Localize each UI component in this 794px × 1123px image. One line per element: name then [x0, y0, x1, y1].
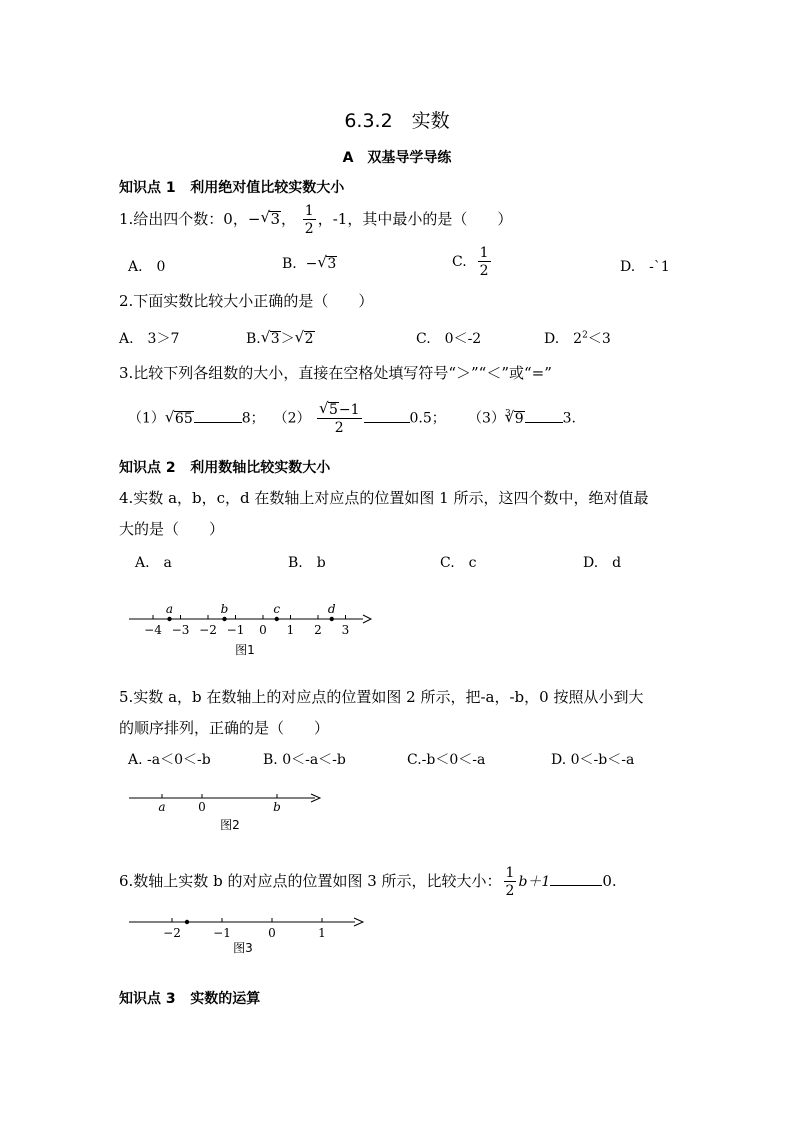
- question-1-stem: [119, 204, 512, 236]
- denominator: 2: [334, 420, 344, 436]
- tick-label: −1: [213, 926, 231, 940]
- tick-label: 0: [259, 623, 267, 637]
- part-tail: 3.: [562, 410, 576, 427]
- page-title: 6.3.2 实数: [344, 110, 450, 132]
- q5-option-b: B. 0＜-a＜-b: [263, 752, 346, 768]
- stem-text: 6.数轴上实数 b 的对应点的位置如图 3 所示，比较大小：: [119, 872, 502, 890]
- number-line-figure-3: [125, 910, 370, 960]
- tick-label: −1: [226, 623, 245, 637]
- option-text: D. 2: [544, 331, 583, 347]
- point-c-dot: [275, 617, 279, 621]
- numerator: 1: [505, 865, 515, 881]
- part-tail: 8；: [241, 410, 265, 427]
- radicand: 2: [304, 331, 314, 347]
- figure-caption: 图2: [220, 818, 240, 832]
- tick-label: −3: [171, 623, 190, 637]
- answer-blank[interactable]: [525, 410, 563, 423]
- option-label: B.: [246, 331, 261, 347]
- minus-sign: −: [247, 210, 261, 228]
- numerator: [317, 402, 362, 419]
- minus-sign: −: [305, 256, 318, 272]
- figure-caption: 图1: [235, 643, 255, 657]
- sqrt-expr: [260, 211, 281, 227]
- point-label-b: b: [220, 602, 229, 616]
- part-label: （3）: [468, 410, 505, 427]
- section-heading-3: [119, 988, 260, 1008]
- point-label-b: b: [273, 800, 281, 814]
- number-line-figure-1: [125, 593, 375, 661]
- point-b-dot: [222, 617, 226, 621]
- q1-option-a: A. 0: [128, 259, 166, 275]
- q1-option-d: D. -`1: [620, 259, 670, 275]
- cbrt-expr: [504, 408, 525, 427]
- q4-option-d: D. d: [583, 555, 622, 571]
- point-label-a: a: [165, 602, 174, 616]
- sqrt-expr: [317, 256, 337, 271]
- section-label: 知识点 3: [119, 991, 176, 1007]
- root-index: 3: [504, 408, 511, 419]
- question-4-line-2: 大的是（ ）: [119, 520, 225, 538]
- option-label: C.: [452, 254, 467, 270]
- point-d-dot: [330, 617, 334, 621]
- numerator-tail: −1: [338, 402, 360, 418]
- numerator: 1: [479, 245, 489, 261]
- arrow-icon: [354, 918, 363, 926]
- point-label-d: d: [327, 602, 336, 616]
- part-tail: 0.5；: [409, 410, 446, 427]
- radicand: 3: [327, 256, 337, 272]
- q3-parts: [128, 402, 576, 435]
- section-label: 知识点 2: [119, 460, 176, 476]
- stem-end: 0.: [602, 872, 617, 890]
- tick-label: −2: [199, 623, 217, 637]
- section-label: 知识点 1: [119, 180, 176, 196]
- q5-option-a: A. -a＜0＜-b: [128, 752, 211, 768]
- q4-option-b: B. b: [288, 555, 326, 571]
- gt-sign: ＞: [280, 331, 295, 347]
- tick-label: 1: [318, 926, 326, 940]
- tick-label: 3: [341, 623, 350, 637]
- question-5-line-2: 的顺序排列，正确的是（ ）: [119, 719, 330, 737]
- section-text: 实数的运算: [190, 991, 261, 1007]
- option-label: B.: [282, 256, 297, 272]
- q4-option-a: A. a: [135, 555, 172, 571]
- section-text: 利用数轴比较实数大小: [190, 460, 331, 476]
- question-4-line-1: 4.实数 a，b，c，d 在数轴上对应点的位置如图 1 所示，这四个数中，绝对值最: [119, 489, 649, 507]
- point-label-c: c: [273, 602, 281, 616]
- fraction-expr: [317, 402, 362, 435]
- figure-caption: 图3: [233, 941, 253, 955]
- question-5-line-1: 5.实数 a，b 在数轴上的对应点的位置如图 2 所示，把-a，-b，0 按照从小到大: [119, 688, 644, 706]
- radicand: 3: [270, 331, 280, 347]
- fraction-half: [303, 204, 316, 236]
- question-3-stem: 3.比较下列各组数的大小，直接在空格处填写符号“＞”“＜”或“=”: [119, 364, 552, 382]
- q5-option-d: D. 0＜-b＜-a: [551, 752, 635, 768]
- answer-blank[interactable]: [550, 873, 602, 886]
- radicand: 3: [270, 210, 280, 228]
- radicand: 5: [328, 402, 338, 418]
- part-label: （2）: [273, 410, 311, 427]
- q1-option-c: [452, 246, 493, 278]
- denominator: 2: [505, 883, 515, 899]
- sqrt-expr: [319, 402, 339, 417]
- q2-option-d: [544, 328, 611, 348]
- tick-label-0: 0: [198, 800, 206, 814]
- exponent: 2: [582, 330, 588, 341]
- section-heading-1: [119, 177, 344, 197]
- question-2-stem: 2.下面实数比较大小正确的是（ ）: [119, 292, 374, 310]
- denominator: 2: [479, 263, 489, 279]
- part-label: （1）: [128, 410, 165, 427]
- fraction-half: [504, 866, 517, 898]
- q5-option-c: C.-b＜0＜-a: [407, 752, 486, 768]
- option-text: ＜3: [587, 331, 611, 347]
- tick-label: −2: [163, 926, 181, 940]
- sqrt-expr: [295, 331, 315, 346]
- point-a-dot: [167, 617, 171, 621]
- denominator: 2: [304, 221, 314, 237]
- answer-blank[interactable]: [364, 410, 410, 423]
- numerator: 1: [304, 203, 314, 219]
- answer-blank[interactable]: [194, 410, 242, 423]
- section-heading-2: [119, 457, 330, 477]
- point-b-dot: [185, 920, 189, 924]
- radicand: 9: [514, 410, 524, 427]
- tick-label: 1: [286, 623, 295, 637]
- sqrt-expr: [165, 411, 194, 426]
- tick-label: 0: [268, 926, 276, 940]
- stem-text: ，-1，其中最小的是（ ）: [317, 210, 513, 228]
- fraction-half: [478, 246, 491, 278]
- point-label-a: a: [158, 800, 166, 814]
- radicand: 65: [174, 410, 193, 427]
- q2-option-b: [246, 328, 315, 348]
- arrow-icon: [363, 615, 371, 623]
- separator: ，: [280, 210, 296, 228]
- q2-option-c: C. 0＜-2: [416, 331, 482, 347]
- section-subtitle: A 双基导学导练: [342, 150, 452, 166]
- q2-option-a: A. 3＞7: [119, 331, 180, 347]
- question-6-stem: [119, 866, 617, 898]
- tick-label: −4: [144, 623, 162, 637]
- stem-text: 1.给出四个数：0，: [119, 210, 248, 228]
- sqrt-expr: [261, 331, 281, 346]
- q1-option-b: [282, 256, 337, 272]
- q4-option-c: C. c: [440, 555, 477, 571]
- number-line-figure-2: [125, 784, 330, 836]
- expression-tail: b＋1: [518, 874, 551, 890]
- section-text: 利用绝对值比较实数大小: [190, 180, 345, 196]
- tick-label: 2: [314, 623, 322, 637]
